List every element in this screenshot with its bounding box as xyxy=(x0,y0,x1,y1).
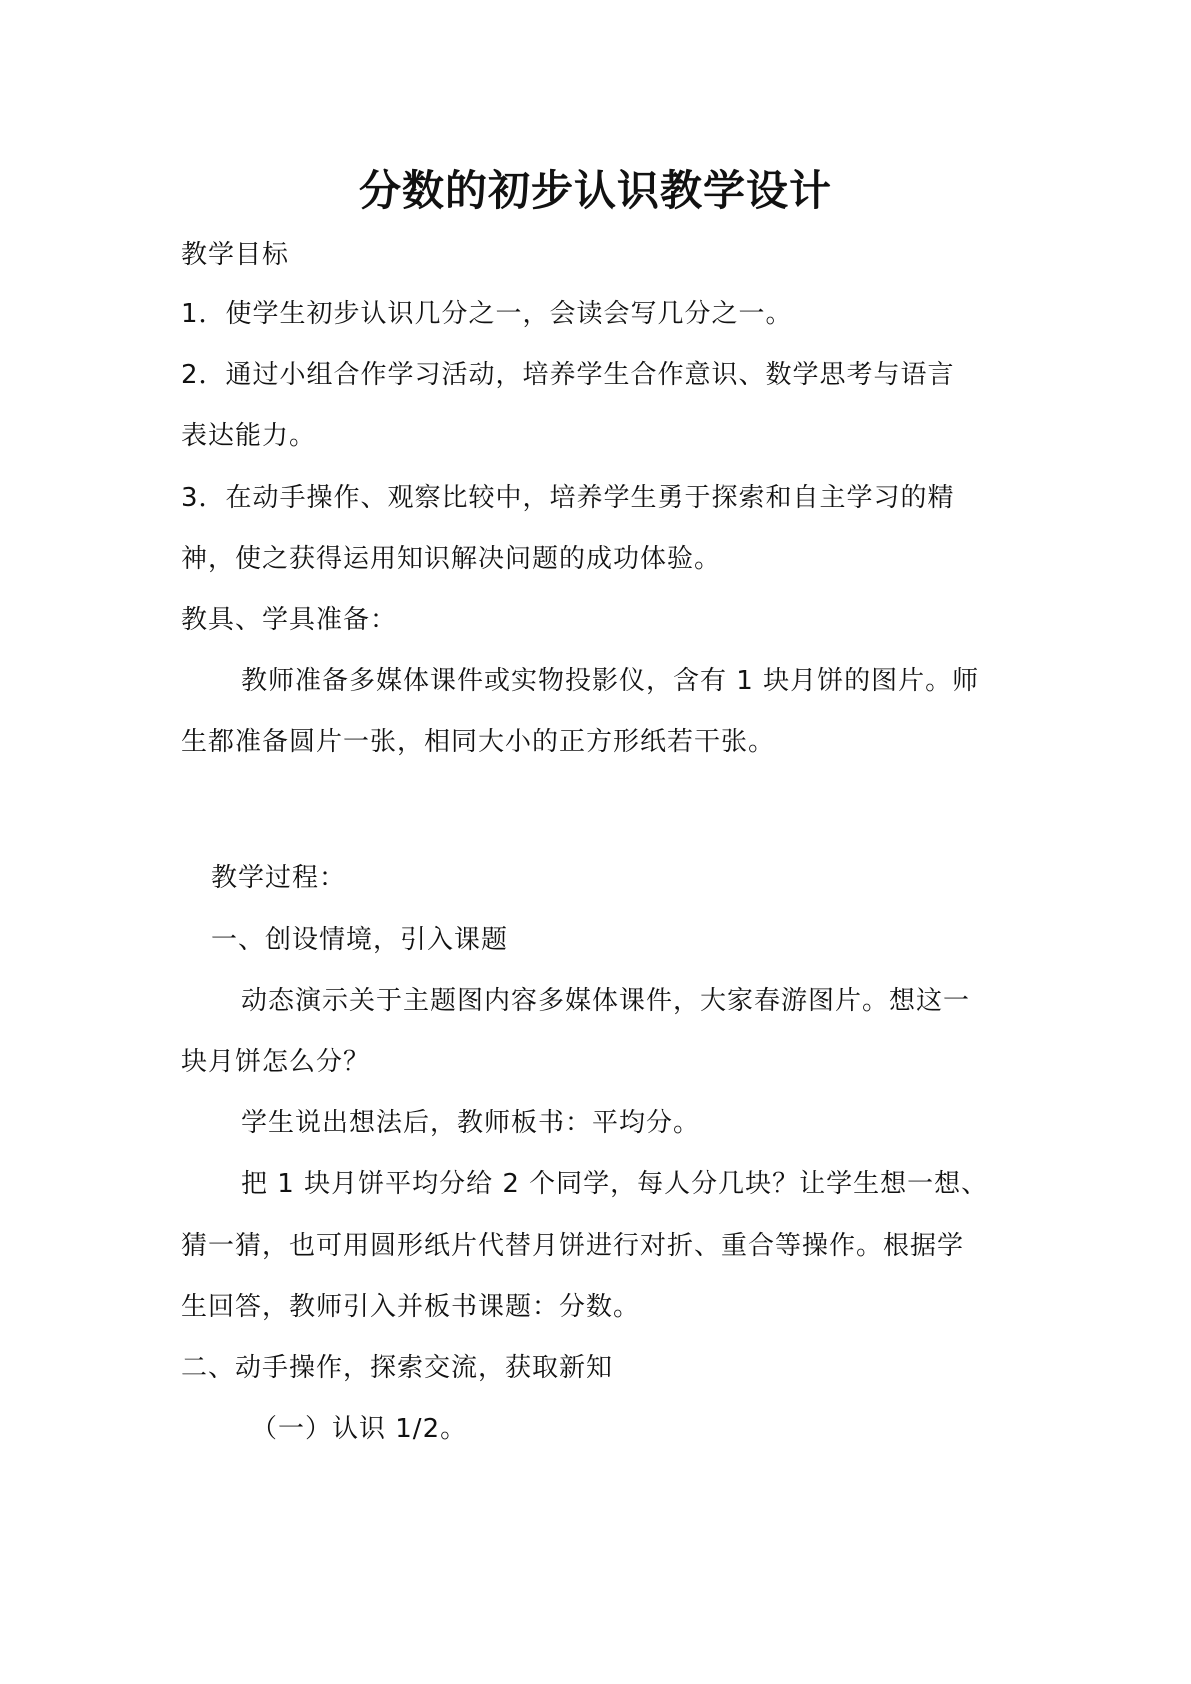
heading-materials: 教具、学具准备： xyxy=(181,605,398,635)
heading-teaching-goals: 教学目标 xyxy=(181,240,290,270)
goal-1: 1．使学生初步认识几分之一，会读会写几分之一。 xyxy=(181,299,793,329)
goal-2-line-1: 2．通过小组合作学习活动，培养学生合作意识、数学思考与语言 xyxy=(181,360,955,390)
goal-3-line-2: 神，使之获得运用知识解决问题的成功体验。 xyxy=(181,544,722,574)
goal-3-line-1: 3．在动手操作、观察比较中，培养学生勇于探索和自主学习的精 xyxy=(181,483,955,513)
section-2-heading: 二、动手操作，探索交流，获取新知 xyxy=(181,1353,614,1383)
document-title: 分数的初步认识教学设计 xyxy=(358,166,832,215)
section-1-para-1-line-2: 块月饼怎么分？ xyxy=(181,1047,371,1077)
section-1-para-3-line-2: 猜一猜，也可用圆形纸片代替月饼进行对折、重合等操作。根据学 xyxy=(181,1231,965,1261)
section-1-para-3-line-3: 生回答，教师引入并板书课题：分数。 xyxy=(181,1292,641,1322)
section-1-para-1-line-1: 动态演示关于主题图内容多媒体课件，大家春游图片。想这一 xyxy=(241,986,971,1016)
section-1-heading: 一、创设情境，引入课题 xyxy=(211,925,509,955)
subsection-1-heading: （一）认识 1/2。 xyxy=(251,1414,468,1444)
materials-line-1: 教师准备多媒体课件或实物投影仪，含有 1 块月饼的图片。师 xyxy=(241,666,980,696)
heading-teaching-process: 教学过程： xyxy=(211,863,347,893)
goal-2-line-2: 表达能力。 xyxy=(181,421,317,451)
section-1-para-3-line-1: 把 1 块月饼平均分给 2 个同学，每人分几块？让学生想一想、 xyxy=(241,1169,989,1199)
materials-line-2: 生都准备圆片一张，相同大小的正方形纸若干张。 xyxy=(181,727,776,757)
section-1-para-2: 学生说出想法后，教师板书：平均分。 xyxy=(241,1108,701,1138)
